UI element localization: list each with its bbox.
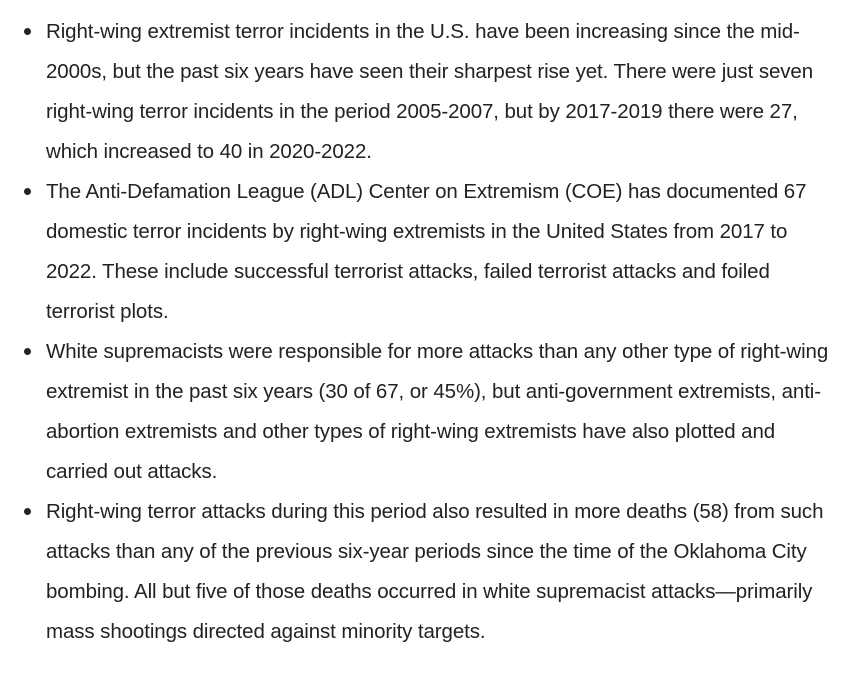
bullet-text: Right-wing extremist terror incidents in the U.S. have been increasing since the mid-2000s, but the past six years have seen their sharpest rise yet. There were just seven right-wing terror incidents in the period 2005-2007, but by 2017-2019 there were 27, which increased to 40 in 2020-2022. <box>46 20 814 163</box>
list-item <box>0 332 861 492</box>
bullet-dot-icon <box>24 348 31 355</box>
list-item <box>0 12 861 172</box>
list-item <box>0 172 861 332</box>
bullet-dot-icon <box>24 508 31 515</box>
bullet-text: White supremacists were responsible for more attacks than any other type of right-wing extremist in the past six years (30 of 67, or 45%), but anti-government extremists, anti-abortion extremists and other types of right-wing extremists have also plotted and carried out attacks. <box>46 340 829 483</box>
list-item <box>0 492 861 652</box>
bullet-dot-icon <box>24 28 31 35</box>
bullet-text: Right-wing terror attacks during this period also resulted in more deaths (58) from such attacks than any of the previous six-year periods since the time of the Oklahoma City bombing. All but five of those deaths occurred in white supremacist attacks—primarily mass shootings directed against minority targets. <box>46 500 824 643</box>
bullet-text: The Anti-Defamation League (ADL) Center on Extremism (COE) has documented 67 domestic terror incidents by right-wing extremists in the United States from 2017 to 2022. These include successful terrorist attacks, failed terrorist attacks and foiled terrorist plots. <box>46 180 807 323</box>
bullet-dot-icon <box>24 188 31 195</box>
